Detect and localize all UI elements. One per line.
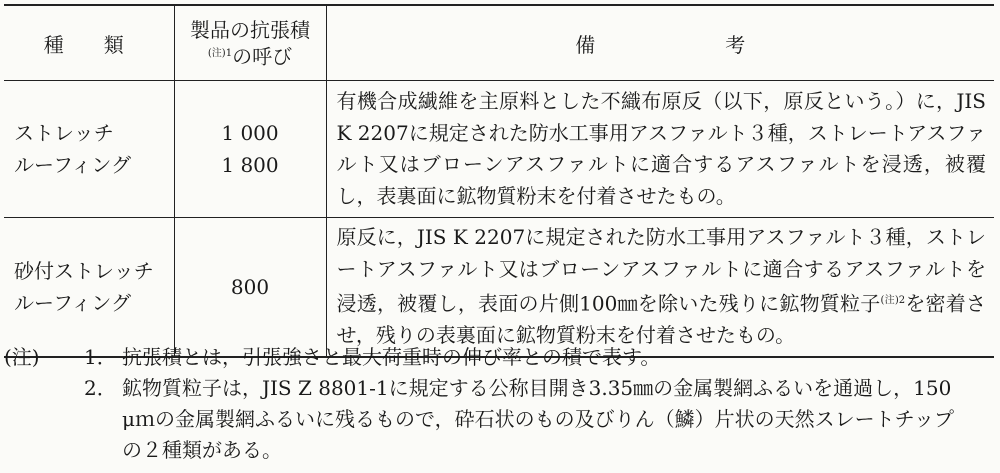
cell-kind xyxy=(4,218,174,358)
remark-text-after: を密着させ，残りの表裏面に鉱物質粉末を付着させたもの。 xyxy=(336,291,987,348)
footnote-2-cont xyxy=(4,404,996,435)
kind-line: 砂付ストレッチ xyxy=(14,259,154,283)
kind-line: ルーフィング xyxy=(14,291,131,315)
footnote-text: μｍの金属製網ふるいに残るもので，砕石状のもの及びりん（鱗）片状の天然スレートチップ xyxy=(122,407,954,431)
header-tensile-line1: 製品の抗張積 xyxy=(190,17,310,42)
tensile-value: 1 000 xyxy=(221,121,279,145)
footnote-indent xyxy=(4,435,122,466)
header-remarks-label: 備考 xyxy=(575,32,876,57)
cell-remark xyxy=(326,81,994,218)
footnote-number: 1． xyxy=(84,345,117,369)
tensile-value: 800 xyxy=(230,275,270,299)
cell-remark xyxy=(326,218,994,358)
roofing-spec-table xyxy=(4,4,994,358)
header-tensile-line2 xyxy=(175,42,326,69)
table-row xyxy=(4,81,994,218)
cell-tensile-values xyxy=(174,218,326,358)
footnote-number: 2． xyxy=(84,376,117,400)
footnote-text: 鉱物質粒子は，JIS Z 8801-1に規定する公称目開き3.35㎜の金属製網ふるいを通過し，150 xyxy=(122,376,952,400)
kind-line: ルーフィング xyxy=(14,153,131,177)
footnotes xyxy=(4,342,996,466)
header-tensile xyxy=(174,5,326,81)
table-header-row xyxy=(4,5,994,81)
footnote-text: の２種類がある。 xyxy=(122,438,282,462)
footnote-2-cont xyxy=(4,435,996,466)
header-tensile-line2-text: の呼び xyxy=(232,44,293,69)
remark-note-ref: (注)2 xyxy=(880,295,906,307)
footnote-2 xyxy=(4,373,996,404)
footnote-mark: (注) xyxy=(4,345,40,369)
tensile-value: 1 800 xyxy=(221,153,279,177)
kind-line: ストレッチ xyxy=(14,121,114,145)
cell-tensile-values xyxy=(174,81,326,218)
header-kind xyxy=(4,5,174,81)
header-remarks xyxy=(326,5,994,81)
remark-text-before: 原反に，JIS K 2207に規定された防水工事用アスファルト３種，ストレートアスファルト又はブローンアスファルトに適合するアスファルトを浸透，被覆し，表面の片側100㎜を除いた残りに鉱物質粒子 xyxy=(336,225,986,316)
cell-kind xyxy=(4,81,174,218)
header-kind-label: 種類 xyxy=(43,32,164,57)
header-tensile-note: (注)1 xyxy=(207,47,233,59)
footnote-1 xyxy=(4,342,996,373)
remark-text: 有機合成繊維を主原料とした不織布原反（以下，原反という。）に，JIS K 2207に規定された防水工事用アスファルト３種，ストレートアスファルト又はブローンアスファルトに適合するアスファルトを浸透，被覆し，表裏面に鉱物質粉末を付着させたもの。 xyxy=(336,89,986,208)
footnote-text: 抗張積とは，引張強さと最大荷重時の伸び率との積で表す。 xyxy=(122,345,661,369)
footnote-indent xyxy=(4,404,122,435)
footnote-mark-spacer xyxy=(4,373,84,404)
table-row xyxy=(4,218,994,358)
